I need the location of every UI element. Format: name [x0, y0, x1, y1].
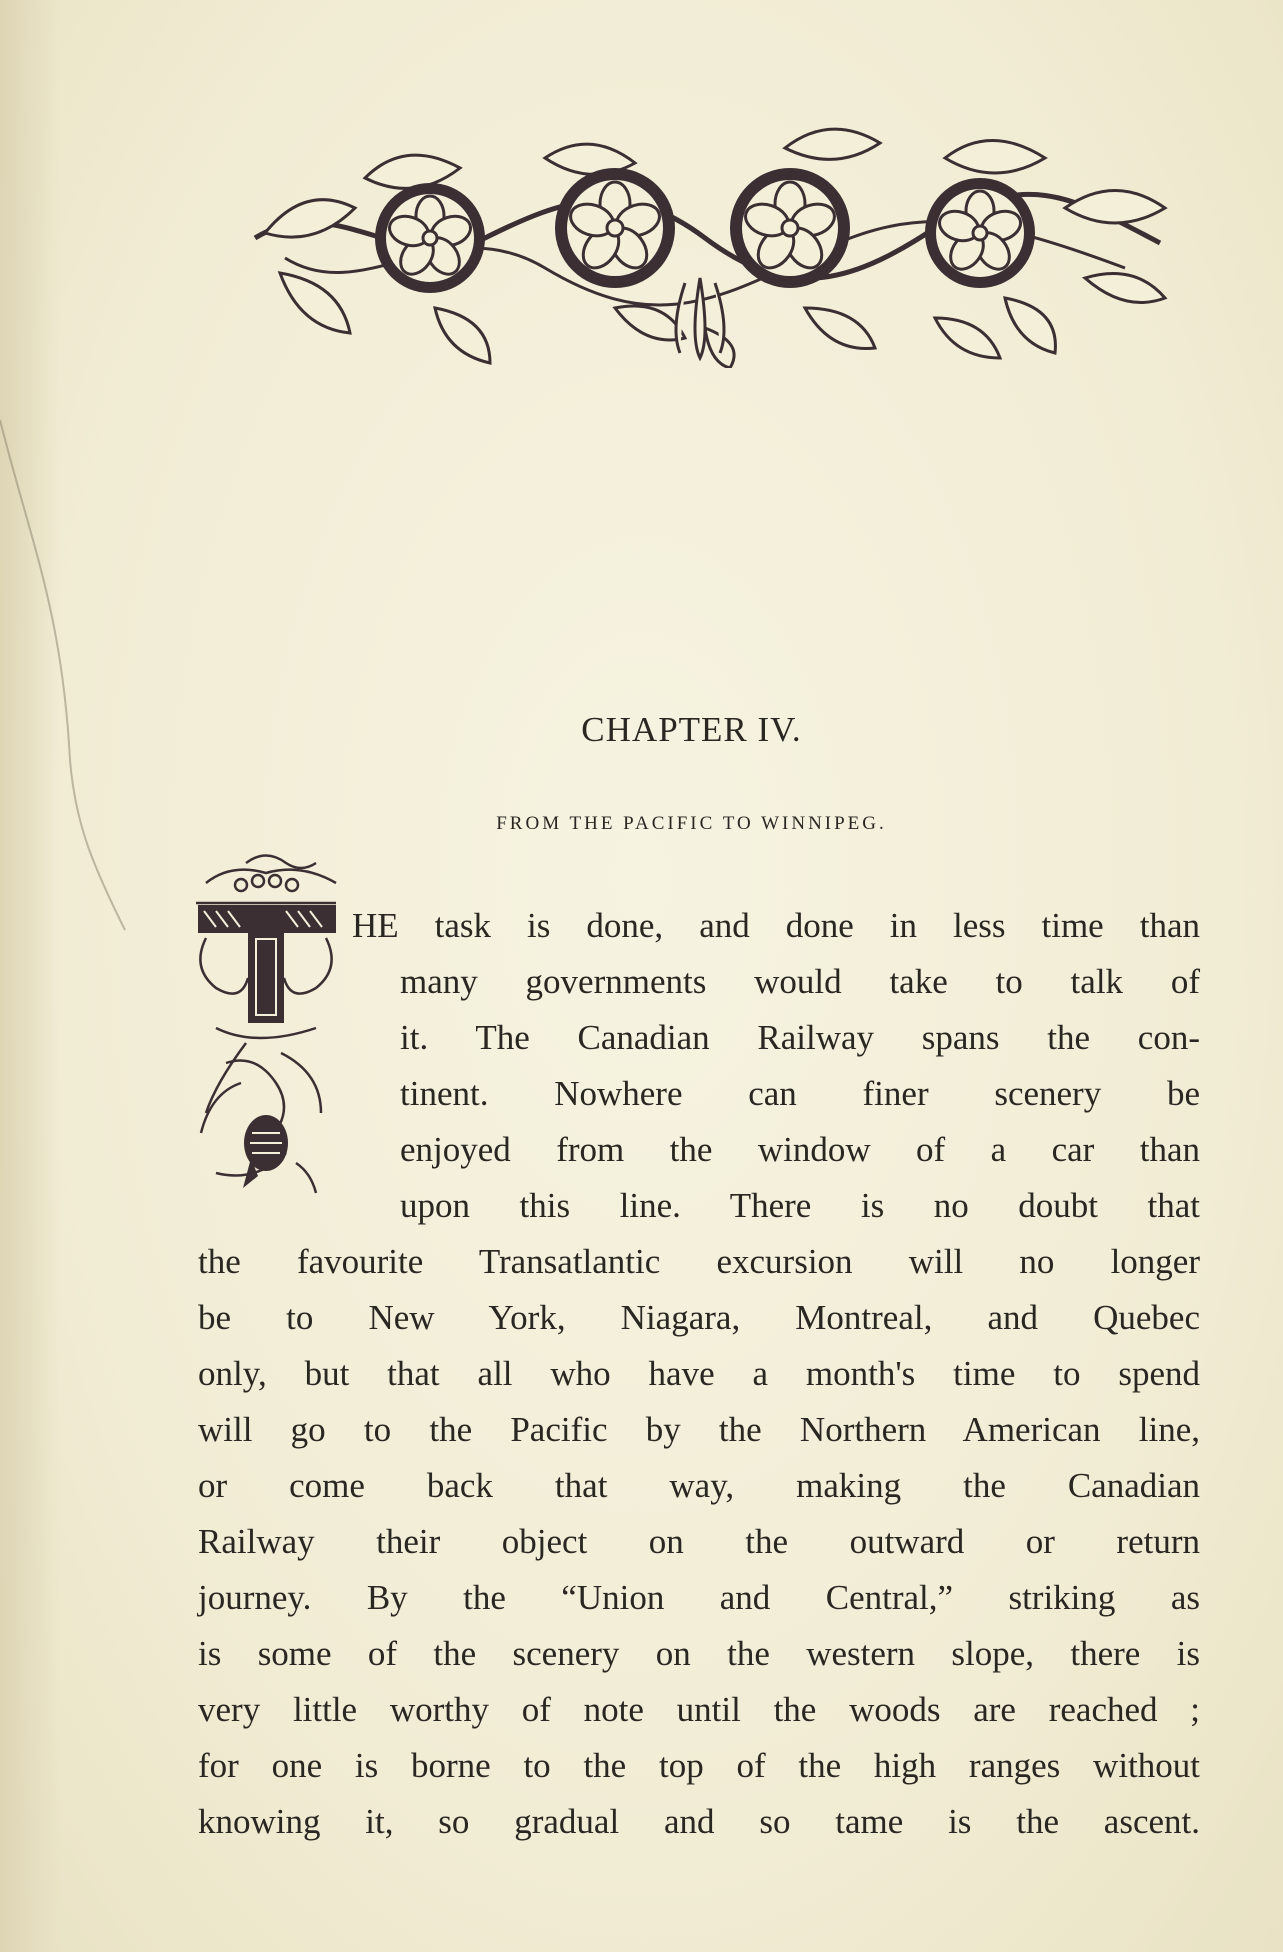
- chapter-subtitle: FROM THE PACIFIC TO WINNIPEG.: [496, 813, 887, 834]
- text-line-14: is some of the scenery on the western slope, there is: [198, 1634, 1200, 1673]
- text-line-16: for one is borne to the top of the high ranges without: [198, 1746, 1200, 1785]
- text-line-2: many governments would take to talk of: [400, 962, 1200, 1001]
- text-line-15: very little worthy of note until the woods are reached ;: [198, 1690, 1200, 1729]
- text-line-9: only, but that all who have a month's time to spend: [198, 1354, 1200, 1393]
- floral-headpiece-icon: [245, 118, 1170, 368]
- text-line-7: the favourite Transatlantic excursion will no longer: [198, 1242, 1200, 1281]
- page-fold-line: [0, 0, 140, 1952]
- text-line-11: or come back that way, making the Canadian: [198, 1466, 1200, 1505]
- text-line-3: it. The Canadian Railway spans the con-: [400, 1018, 1200, 1057]
- text-line-10: will go to the Pacific by the Northern American line,: [198, 1410, 1200, 1449]
- text-line-6: upon this line. There is no doubt that: [400, 1186, 1200, 1225]
- text-line-12: Railway their object on the outward or return: [198, 1522, 1200, 1561]
- text-line-13: journey. By the “Union and Central,” striking as: [198, 1578, 1200, 1617]
- text-line-17: knowing it, so gradual and so tame is the ascent.: [198, 1802, 1200, 1841]
- text-line-4: tinent. Nowhere can finer scenery be: [400, 1074, 1200, 1113]
- text-line-8: be to New York, Niagara, Montreal, and Quebec: [198, 1298, 1200, 1337]
- chapter-title: CHAPTER IV.: [581, 710, 802, 749]
- text-line-5: enjoyed from the window of a car than: [400, 1130, 1200, 1169]
- text-line-1: HE task is done, and done in less time than: [352, 906, 1200, 945]
- decorated-initial-t-icon: [186, 843, 346, 1213]
